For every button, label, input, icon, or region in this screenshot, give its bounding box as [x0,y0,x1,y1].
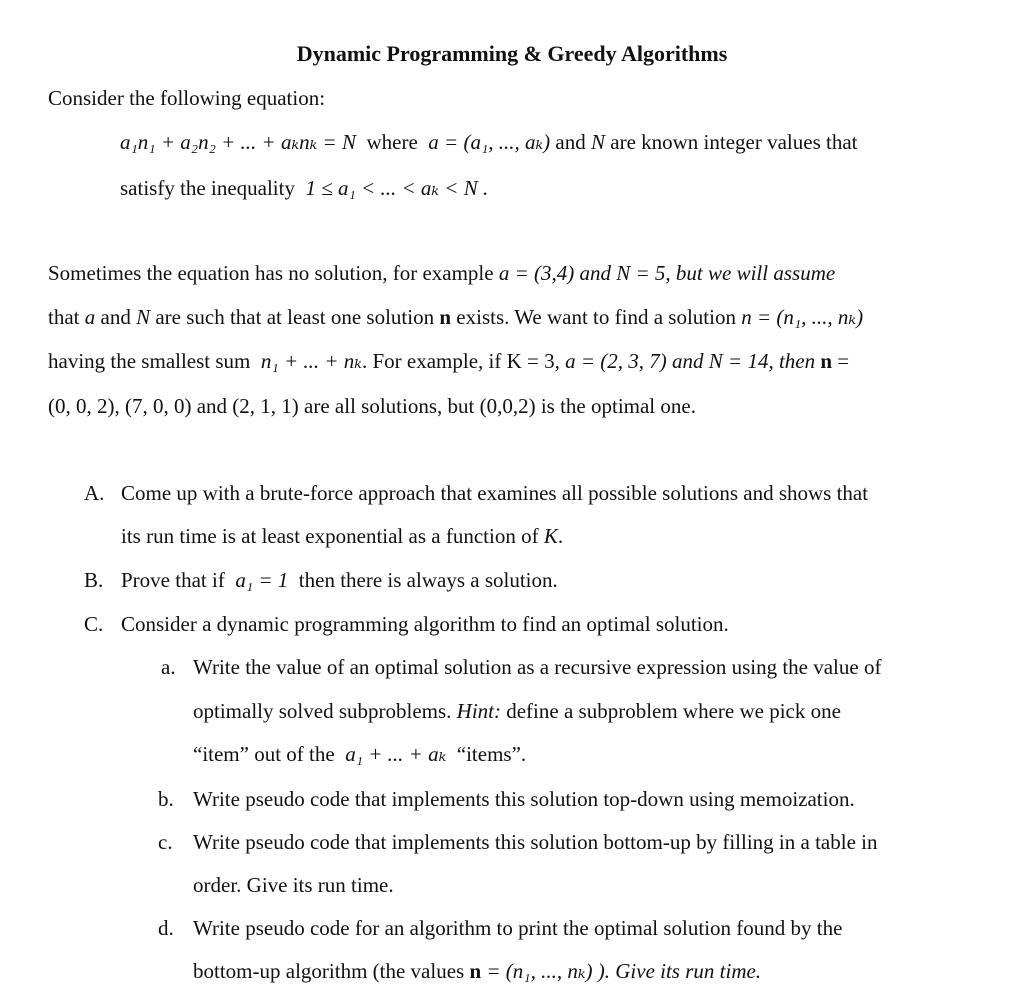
subitem-a-text: optimally solved subproblems. [193,699,452,723]
equation-lhs: a₁n₁ + a₂n₂ + ... + aₖnₖ = N [120,130,356,154]
subitem-a-hint: Hint: [456,699,501,723]
subitem-d-line-2 [193,957,761,985]
subitem-b-line: Write pseudo code that implements this solution top-down using memoization. [193,787,855,811]
subitem-d-marker: d. [158,916,174,940]
intro-text: Consider the following equation: [48,86,326,110]
paragraph-math: a = (3,4) and N = 5, but we will assume [498,261,836,285]
subitem-c-marker: c. [158,830,173,854]
paragraph-text: exists. We want to find a solution [456,305,736,329]
paragraph-text: having the smallest sum [48,349,251,373]
equation-line-2 [120,174,488,202]
paragraph-bold-n: n [439,305,452,329]
paragraph-text: and [100,305,131,329]
equation-satisfy-text: satisfy the inequality [120,176,295,200]
paragraph-line-4: (0, 0, 2), (7, 0, 0) and (2, 1, 1) are all solutions, but (0,0,2) is the optimal one. [48,394,696,418]
subitem-a-text: “items”. [456,742,527,766]
equation-N: N [590,130,605,154]
paragraph-math: a [84,305,96,329]
paragraph-text: that [48,305,80,329]
equation-a-vector: a = (a₁, ..., aₖ) [428,130,551,154]
subitem-d-line-1: Write pseudo code for an algorithm to print the optimal solution found by the [193,916,843,940]
subitem-c-line-1: Write pseudo code that implements this solution bottom-up by filling in a table in [193,830,878,854]
item-B-math: a₁ = 1 [235,568,289,592]
subitem-a-math: a₁ + ... + aₖ [345,742,447,766]
item-B-line [121,566,558,594]
item-A-marker: A. [84,481,105,505]
item-A-line-1: Come up with a brute-force approach that examines all possible solutions and shows that [121,481,869,505]
equation-where: where [366,130,418,154]
item-A-line-2 [121,522,563,550]
equation-line-1 [120,128,858,156]
subitem-a-line-3 [193,740,526,768]
equation-known-text: are known integer values that [610,130,858,154]
subitem-c-line-2: order. Give its run time. [193,873,394,897]
equation-inequality: 1 ≤ a₁ < ... < aₖ < N . [305,176,489,200]
paragraph-line-3 [48,347,849,375]
item-C-marker: C. [84,612,104,636]
item-C-line: Consider a dynamic programming algorithm to find an optimal solution. [121,612,729,636]
subitem-a-line-2 [193,697,841,725]
subitem-a-text: define a subproblem where we pick one [506,699,841,723]
paragraph-math: n = (n₁, ..., nₖ) [741,305,864,329]
subitem-b-marker: b. [158,787,174,811]
item-B-marker: B. [84,568,104,592]
paragraph-bold-n: n [820,349,833,373]
paragraph-text: . For example, if K = 3, [361,349,560,373]
item-B-text: then there is always a solution. [298,568,558,592]
item-A-text: . [557,524,564,548]
paragraph-text: = [837,349,850,373]
paragraph-text: Sometimes the equation has no solution, for example [48,261,494,285]
document-title: Dynamic Programming & Greedy Algorithms [296,41,728,66]
paragraph-line-2 [48,303,863,331]
subitem-d-bold-n: n [469,959,482,983]
paragraph-math: a = (2, 3, 7) and N = 14, then [565,349,816,373]
subitem-a-text: “item” out of the [193,742,335,766]
paragraph-math: n₁ + ... + nₖ [260,349,362,373]
equation-and: and [555,130,586,154]
subitem-a-line-1: Write the value of an optimal solution as a recursive expression using the value of [193,655,882,679]
subitem-d-text: bottom-up algorithm (the values [193,959,465,983]
paragraph-math: N [136,305,151,329]
paragraph-line-1 [48,259,835,287]
item-B-text: Prove that if [121,568,225,592]
paragraph-text: are such that at least one solution [155,305,435,329]
item-A-text: its run time is at least exponential as a function of [121,524,539,548]
item-A-math: K [543,524,558,548]
subitem-d-math: = (n₁, ..., nₖ) ). Give its run time. [486,959,762,983]
subitem-a-marker: a. [161,655,176,679]
